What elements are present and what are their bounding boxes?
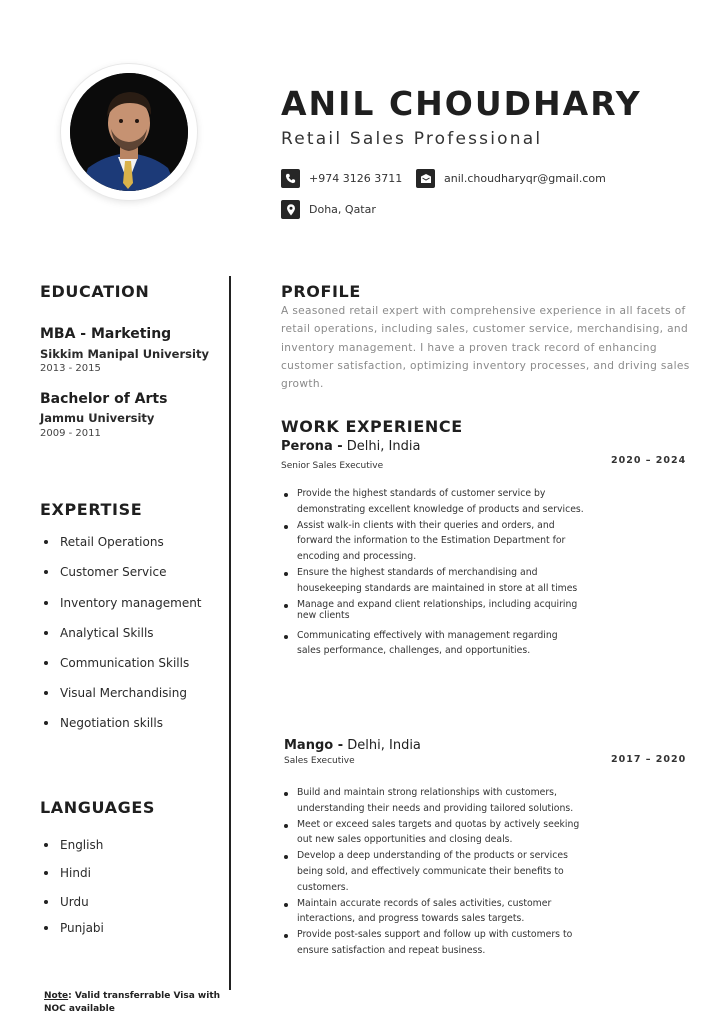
profile-summary: A seasoned retail expert with comprehensive experience in all facets of retail operations, including sales, customer service, merchandising, and inventory management. I have a proven track record of enhancing customer satisfaction, optimizing inventory processes, and driving sales growth.	[281, 305, 690, 391]
list-item: Assist walk-in clients with their queries and orders, and forward the information to the Estimation Department for encoding and processing.	[284, 518, 584, 565]
list-item: Meet or exceed sales targets and quotas by actively seeking out new sales opportunities and closing deals.	[284, 817, 584, 849]
bullet-icon	[44, 570, 48, 574]
expertise-item: Communication Skills	[44, 656, 189, 670]
language-item: Punjabi	[44, 921, 104, 935]
language-item: English	[44, 838, 103, 852]
education-school: Sikkim Manipal University	[40, 347, 209, 361]
bullet-icon	[44, 631, 48, 635]
languages-heading: LANGUAGES	[40, 798, 155, 817]
contact-email	[416, 169, 606, 188]
job-years: 2020 – 2024	[611, 455, 687, 466]
job-years: 2017 – 2020	[611, 754, 687, 765]
note-label: Note	[44, 991, 69, 1001]
job-role: Senior Sales Executive	[281, 461, 384, 471]
job-title: Retail Sales Professional	[281, 129, 543, 149]
language-item: Urdu	[44, 895, 89, 909]
column-divider	[229, 276, 231, 990]
list-item: Build and maintain strong relationships with customers, understanding their needs and providing tailored solutions.	[284, 785, 584, 817]
location-text: Doha, Qatar	[309, 203, 376, 216]
profile-photo	[70, 73, 188, 191]
language-item: Hindi	[44, 866, 91, 880]
job-role: Sales Executive	[284, 756, 355, 766]
list-item: Provide post-sales support and follow up with customers to ensure satisfaction and repeat business.	[284, 927, 584, 959]
email-text[interactable]: anil.choudharyqr@gmail.com	[444, 172, 606, 185]
expertise-item: Inventory management	[44, 596, 202, 610]
job-header	[281, 439, 420, 454]
job-location: Delhi, India	[342, 439, 421, 454]
education-years: 2009 - 2011	[40, 428, 101, 439]
education-degree: MBA - Marketing	[40, 326, 172, 342]
visa-note	[44, 990, 224, 1016]
list-item: Communicating effectively with management regarding sales performance, challenges, and opportunities.	[284, 628, 584, 660]
bullet-icon	[44, 926, 48, 930]
phone-icon	[281, 169, 300, 188]
phone-text[interactable]: +974 3126 3711	[309, 172, 403, 185]
expertise-heading: EXPERTISE	[40, 500, 143, 519]
education-degree: Bachelor of Arts	[40, 391, 168, 407]
bullet-icon	[44, 900, 48, 904]
expertise-item: Customer Service	[44, 565, 166, 579]
job-bullets	[284, 785, 584, 959]
location-icon	[281, 200, 300, 219]
bullet-icon	[44, 691, 48, 695]
bullet-icon	[44, 843, 48, 847]
expertise-item: Visual Merchandising	[44, 686, 187, 700]
job-company: Mango -	[284, 738, 344, 753]
note-text: : Valid transferrable Visa with NOC available	[44, 991, 221, 1014]
list-item: Provide the highest standards of customer service by demonstrating excellent knowledge of products and services.	[284, 486, 584, 518]
bullet-icon	[44, 601, 48, 605]
education-school: Jammu University	[40, 411, 155, 425]
list-item: Maintain accurate records of sales activities, customer interactions, and progress towards sales targets.	[284, 896, 584, 928]
education-years: 2013 - 2015	[40, 363, 101, 374]
profile-heading: PROFILE	[281, 282, 361, 301]
list-item: Ensure the highest standards of merchandising and housekeeping standards are maintained in store at all times	[284, 565, 584, 597]
bullet-icon	[44, 871, 48, 875]
expertise-item: Retail Operations	[44, 535, 164, 549]
list-item: Develop a deep understanding of the products or services being sold, and effectively communicate their benefits to customers.	[284, 848, 584, 895]
contact-location	[281, 200, 376, 219]
expertise-item: Analytical Skills	[44, 626, 154, 640]
work-heading: WORK EXPERIENCE	[281, 417, 463, 436]
bullet-icon	[44, 661, 48, 665]
job-bullets	[284, 486, 584, 659]
candidate-name: ANIL CHOUDHARY	[281, 84, 642, 123]
job-location: Delhi, India	[343, 738, 421, 753]
job-company: Perona -	[281, 439, 343, 454]
job-header	[284, 738, 421, 753]
bullet-icon	[44, 721, 48, 725]
education-heading: EDUCATION	[40, 282, 150, 301]
mail-icon	[416, 169, 435, 188]
expertise-item: Negotiation skills	[44, 716, 163, 730]
bullet-icon	[44, 540, 48, 544]
contact-phone	[281, 169, 402, 188]
list-item: Manage and expand client relationships, including acquiring new clients	[284, 597, 584, 628]
